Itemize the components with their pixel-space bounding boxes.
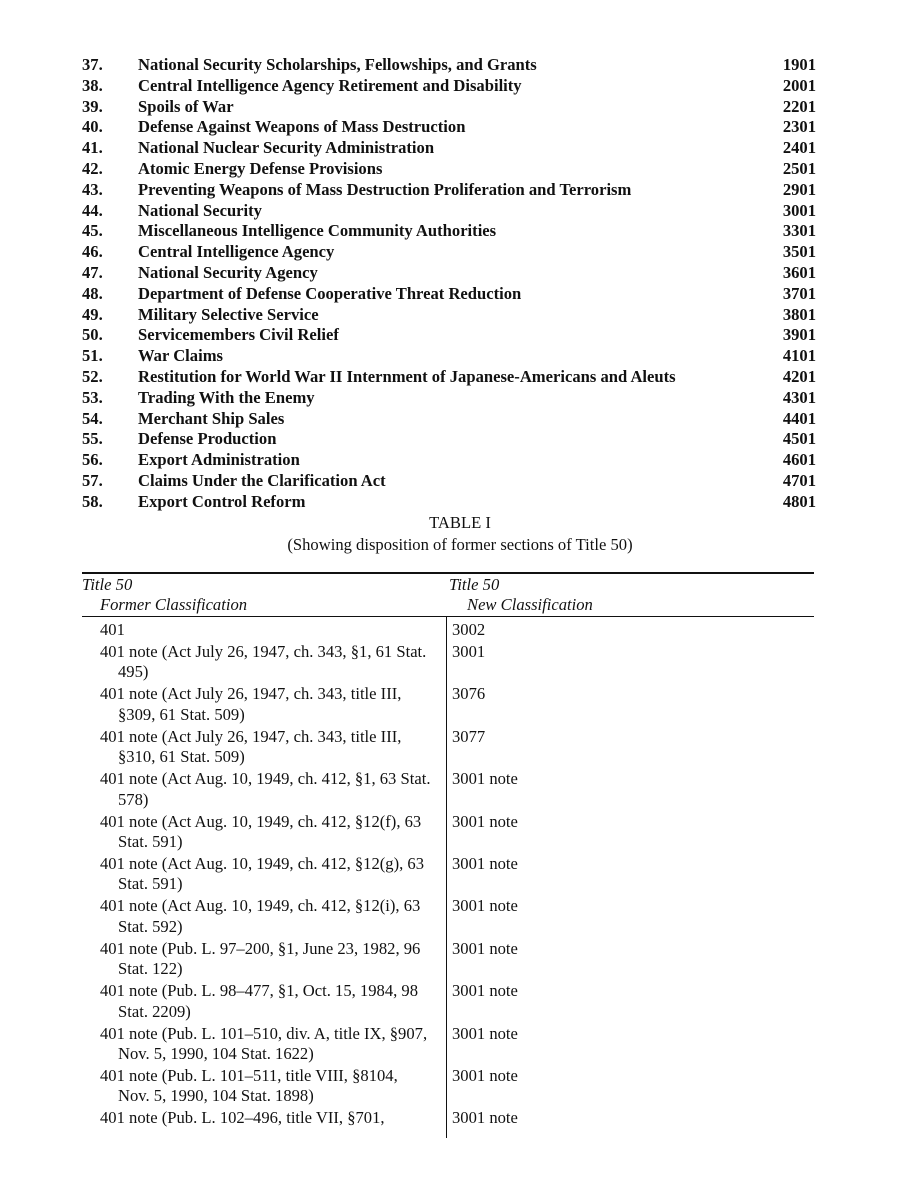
table-row	[82, 1108, 814, 1128]
former-classification-cell	[82, 939, 446, 980]
chapter-row	[82, 429, 816, 450]
chapter-title: Atomic Energy Defense Provisions	[138, 158, 383, 178]
chapter-row	[82, 242, 816, 263]
table-row	[82, 1024, 814, 1065]
table-row	[82, 812, 814, 853]
chapter-section: 4301	[782, 387, 816, 407]
chapter-row	[82, 471, 816, 492]
chapter-title: Spoils of War	[138, 96, 234, 116]
chapter-section: 2401	[782, 138, 816, 158]
table-header-rule	[82, 616, 814, 617]
new-classification-cell: 3001 note	[452, 1108, 518, 1128]
chapter-section: 3601	[782, 262, 816, 282]
chapter-title: National Nuclear Security Administration	[138, 138, 435, 158]
former-classification-cell	[82, 769, 446, 810]
header-former-title: Title 50	[82, 575, 133, 594]
chapter-title: Central Intelligence Agency	[138, 242, 335, 262]
table-subtitle: (Showing disposition of former sections of Title 50)	[287, 535, 633, 554]
chapter-section: 4701	[782, 470, 816, 490]
former-classification-text: 401 note (Act July 26, 1947, ch. 343, §1, 61 Stat. 495)	[100, 642, 427, 682]
former-classification-cell	[82, 642, 446, 683]
chapter-row	[82, 221, 816, 242]
former-classification-cell	[82, 854, 446, 895]
chapter-title: Defense Against Weapons of Mass Destruction	[138, 117, 466, 137]
former-classification-cell	[82, 727, 446, 768]
chapter-number: 51.	[82, 346, 103, 366]
chapter-number: 57.	[82, 470, 103, 490]
former-classification-cell	[82, 620, 446, 640]
chapter-section: 2501	[782, 158, 816, 178]
chapter-row	[82, 492, 816, 513]
chapter-section: 2301	[782, 117, 816, 137]
chapter-row	[82, 76, 816, 97]
chapter-title: Miscellaneous Intelligence Community Authorities	[138, 221, 497, 241]
header-new-label: New Classification	[467, 595, 593, 614]
chapter-number: 49.	[82, 304, 103, 324]
chapter-title: Military Selective Service	[138, 304, 319, 324]
chapter-row	[82, 263, 816, 284]
new-classification-cell: 3077	[452, 726, 486, 746]
chapter-row	[82, 284, 816, 305]
new-classification-cell: 3001 note	[452, 896, 518, 916]
former-classification-cell	[82, 684, 446, 725]
chapter-row	[82, 201, 816, 222]
chapter-row	[82, 409, 816, 430]
former-classification-text: 401 note (Act Aug. 10, 1949, ch. 412, §12(f), 63 Stat. 591)	[100, 811, 422, 851]
new-classification-cell: 3001 note	[452, 811, 518, 831]
chapter-number: 55.	[82, 429, 103, 449]
new-classification-cell: 3001 note	[452, 938, 518, 958]
chapter-section: 4401	[782, 408, 816, 428]
chapter-section: 3501	[782, 242, 816, 262]
chapter-row	[82, 55, 816, 76]
header-new	[449, 575, 593, 615]
chapter-title: Defense Production	[138, 429, 277, 449]
chapter-row	[82, 450, 816, 471]
chapter-number: 41.	[82, 138, 103, 158]
chapter-number: 56.	[82, 450, 103, 470]
former-classification-text: 401 note (Pub. L. 97–200, §1, June 23, 1982, 96 Stat. 122)	[100, 938, 421, 979]
new-classification-cell: 3001	[452, 642, 486, 662]
chapter-section: 3701	[782, 283, 816, 303]
former-classification-text: 401 note (Pub. L. 101–511, title VIII, §8104, Nov. 5, 1990, 104 Stat. 1898)	[100, 1066, 398, 1106]
former-classification-text: 401 note (Act July 26, 1947, ch. 343, title III, §309, 61 Stat. 509)	[100, 684, 402, 724]
chapter-section: 3301	[782, 221, 816, 241]
chapter-section: 4601	[782, 450, 816, 470]
chapter-number: 45.	[82, 221, 103, 241]
former-classification-text: 401 note (Act Aug. 10, 1949, ch. 412, §1, 63 Stat. 578)	[100, 769, 431, 809]
chapter-section: 4201	[782, 366, 816, 386]
table-row	[82, 769, 814, 810]
chapter-number: 37.	[82, 55, 103, 74]
chapter-number: 47.	[82, 262, 103, 282]
chapter-row	[82, 305, 816, 326]
header-new-title: Title 50	[449, 575, 500, 594]
former-classification-text: 401 note (Pub. L. 98–477, §1, Oct. 15, 1984, 98 Stat. 2209)	[100, 981, 419, 1021]
new-classification-cell: 3001 note	[452, 854, 518, 874]
header-former-label: Former Classification	[100, 595, 248, 614]
new-classification-cell: 3001 note	[452, 769, 518, 789]
new-classification-cell: 3001 note	[452, 1023, 518, 1043]
table-row	[82, 939, 814, 980]
chapter-number: 58.	[82, 491, 103, 511]
chapter-section: 2901	[782, 179, 816, 199]
chapter-title: Claims Under the Clarification Act	[138, 470, 386, 490]
chapter-number: 50.	[82, 325, 103, 345]
chapter-number: 52.	[82, 366, 103, 386]
chapter-section: 4801	[782, 491, 816, 511]
chapter-title: Restitution for World War II Internment of Japanese-Americans and Aleuts	[138, 366, 676, 386]
chapter-section: 2201	[782, 96, 816, 116]
chapter-section: 3801	[782, 304, 816, 324]
chapter-row	[82, 138, 816, 159]
chapter-title: Preventing Weapons of Mass Destruction Proliferation and Terrorism	[138, 179, 632, 199]
chapter-title: Export Control Reform	[138, 491, 306, 511]
chapter-number: 43.	[82, 179, 103, 199]
chapter-row	[82, 97, 816, 118]
chapter-section: 1901	[782, 55, 816, 74]
chapter-title: Export Administration	[138, 450, 300, 470]
chapter-number: 42.	[82, 158, 103, 178]
table-row	[82, 727, 814, 768]
chapter-row	[82, 117, 816, 138]
chapter-title: Merchant Ship Sales	[138, 408, 285, 428]
chapter-number: 44.	[82, 200, 103, 220]
table-body	[82, 620, 814, 1130]
chapter-number: 39.	[82, 96, 103, 116]
former-classification-text: 401 note (Pub. L. 101–510, div. A, title IX, §907, Nov. 5, 1990, 104 Stat. 1622)	[100, 1023, 428, 1063]
chapter-row	[82, 346, 816, 367]
chapter-number: 53.	[82, 387, 103, 407]
chapter-section: 3901	[782, 325, 816, 345]
chapter-number: 38.	[82, 75, 103, 95]
former-classification-cell	[82, 981, 446, 1022]
table-row	[82, 620, 814, 640]
chapter-title: Servicemembers Civil Relief	[138, 325, 339, 345]
chapter-number: 46.	[82, 242, 103, 262]
chapter-section: 3001	[782, 200, 816, 220]
chapter-title: National Security	[138, 200, 262, 220]
former-classification-text: 401 note (Act Aug. 10, 1949, ch. 412, §12(g), 63 Stat. 591)	[100, 854, 424, 894]
former-classification-cell	[82, 896, 446, 937]
former-classification-cell	[82, 812, 446, 853]
chapter-title: Trading With the Enemy	[138, 387, 315, 407]
chapter-row	[82, 325, 816, 346]
table-top-rule	[82, 572, 814, 574]
header-former	[82, 575, 247, 615]
table-row	[82, 1066, 814, 1107]
former-classification-text: 401 note (Act Aug. 10, 1949, ch. 412, §12(i), 63 Stat. 592)	[100, 896, 421, 936]
chapter-section: 4101	[782, 346, 816, 366]
table-title: TABLE I	[429, 513, 491, 532]
new-classification-cell: 3002	[452, 620, 486, 639]
chapter-title: War Claims	[138, 346, 223, 366]
former-classification-text: 401 note (Pub. L. 102–496, title VII, §701,	[100, 1108, 385, 1128]
chapter-title: Central Intelligence Agency Retirement and Disability	[138, 75, 522, 95]
chapter-title: Department of Defense Cooperative Threat Reduction	[138, 283, 522, 303]
chapter-section: 4501	[782, 429, 816, 449]
chapter-number: 54.	[82, 408, 103, 428]
chapter-title: National Security Agency	[138, 262, 318, 282]
table-row	[82, 642, 814, 683]
new-classification-cell: 3001 note	[452, 981, 518, 1001]
chapter-list	[82, 55, 816, 513]
new-classification-cell: 3001 note	[452, 1066, 518, 1085]
chapter-row	[82, 180, 816, 201]
table-row	[82, 896, 814, 937]
new-classification-cell: 3076	[452, 684, 486, 704]
chapter-title: National Security Scholarships, Fellowships, and Grants	[138, 55, 537, 74]
table-row	[82, 854, 814, 895]
former-classification-text: 401	[100, 620, 125, 639]
chapter-row	[82, 388, 816, 409]
table-row	[82, 684, 814, 725]
former-classification-cell	[82, 1024, 446, 1065]
table-row	[82, 981, 814, 1022]
chapter-number: 48.	[82, 283, 103, 303]
former-classification-cell	[82, 1108, 446, 1128]
chapter-row	[82, 159, 816, 180]
chapter-number: 40.	[82, 117, 103, 137]
former-classification-text: 401 note (Act July 26, 1947, ch. 343, title III, §310, 61 Stat. 509)	[100, 726, 402, 767]
chapter-section: 2001	[782, 75, 816, 95]
disposition-table	[82, 572, 814, 1138]
former-classification-cell	[82, 1066, 446, 1107]
chapter-row	[82, 367, 816, 388]
